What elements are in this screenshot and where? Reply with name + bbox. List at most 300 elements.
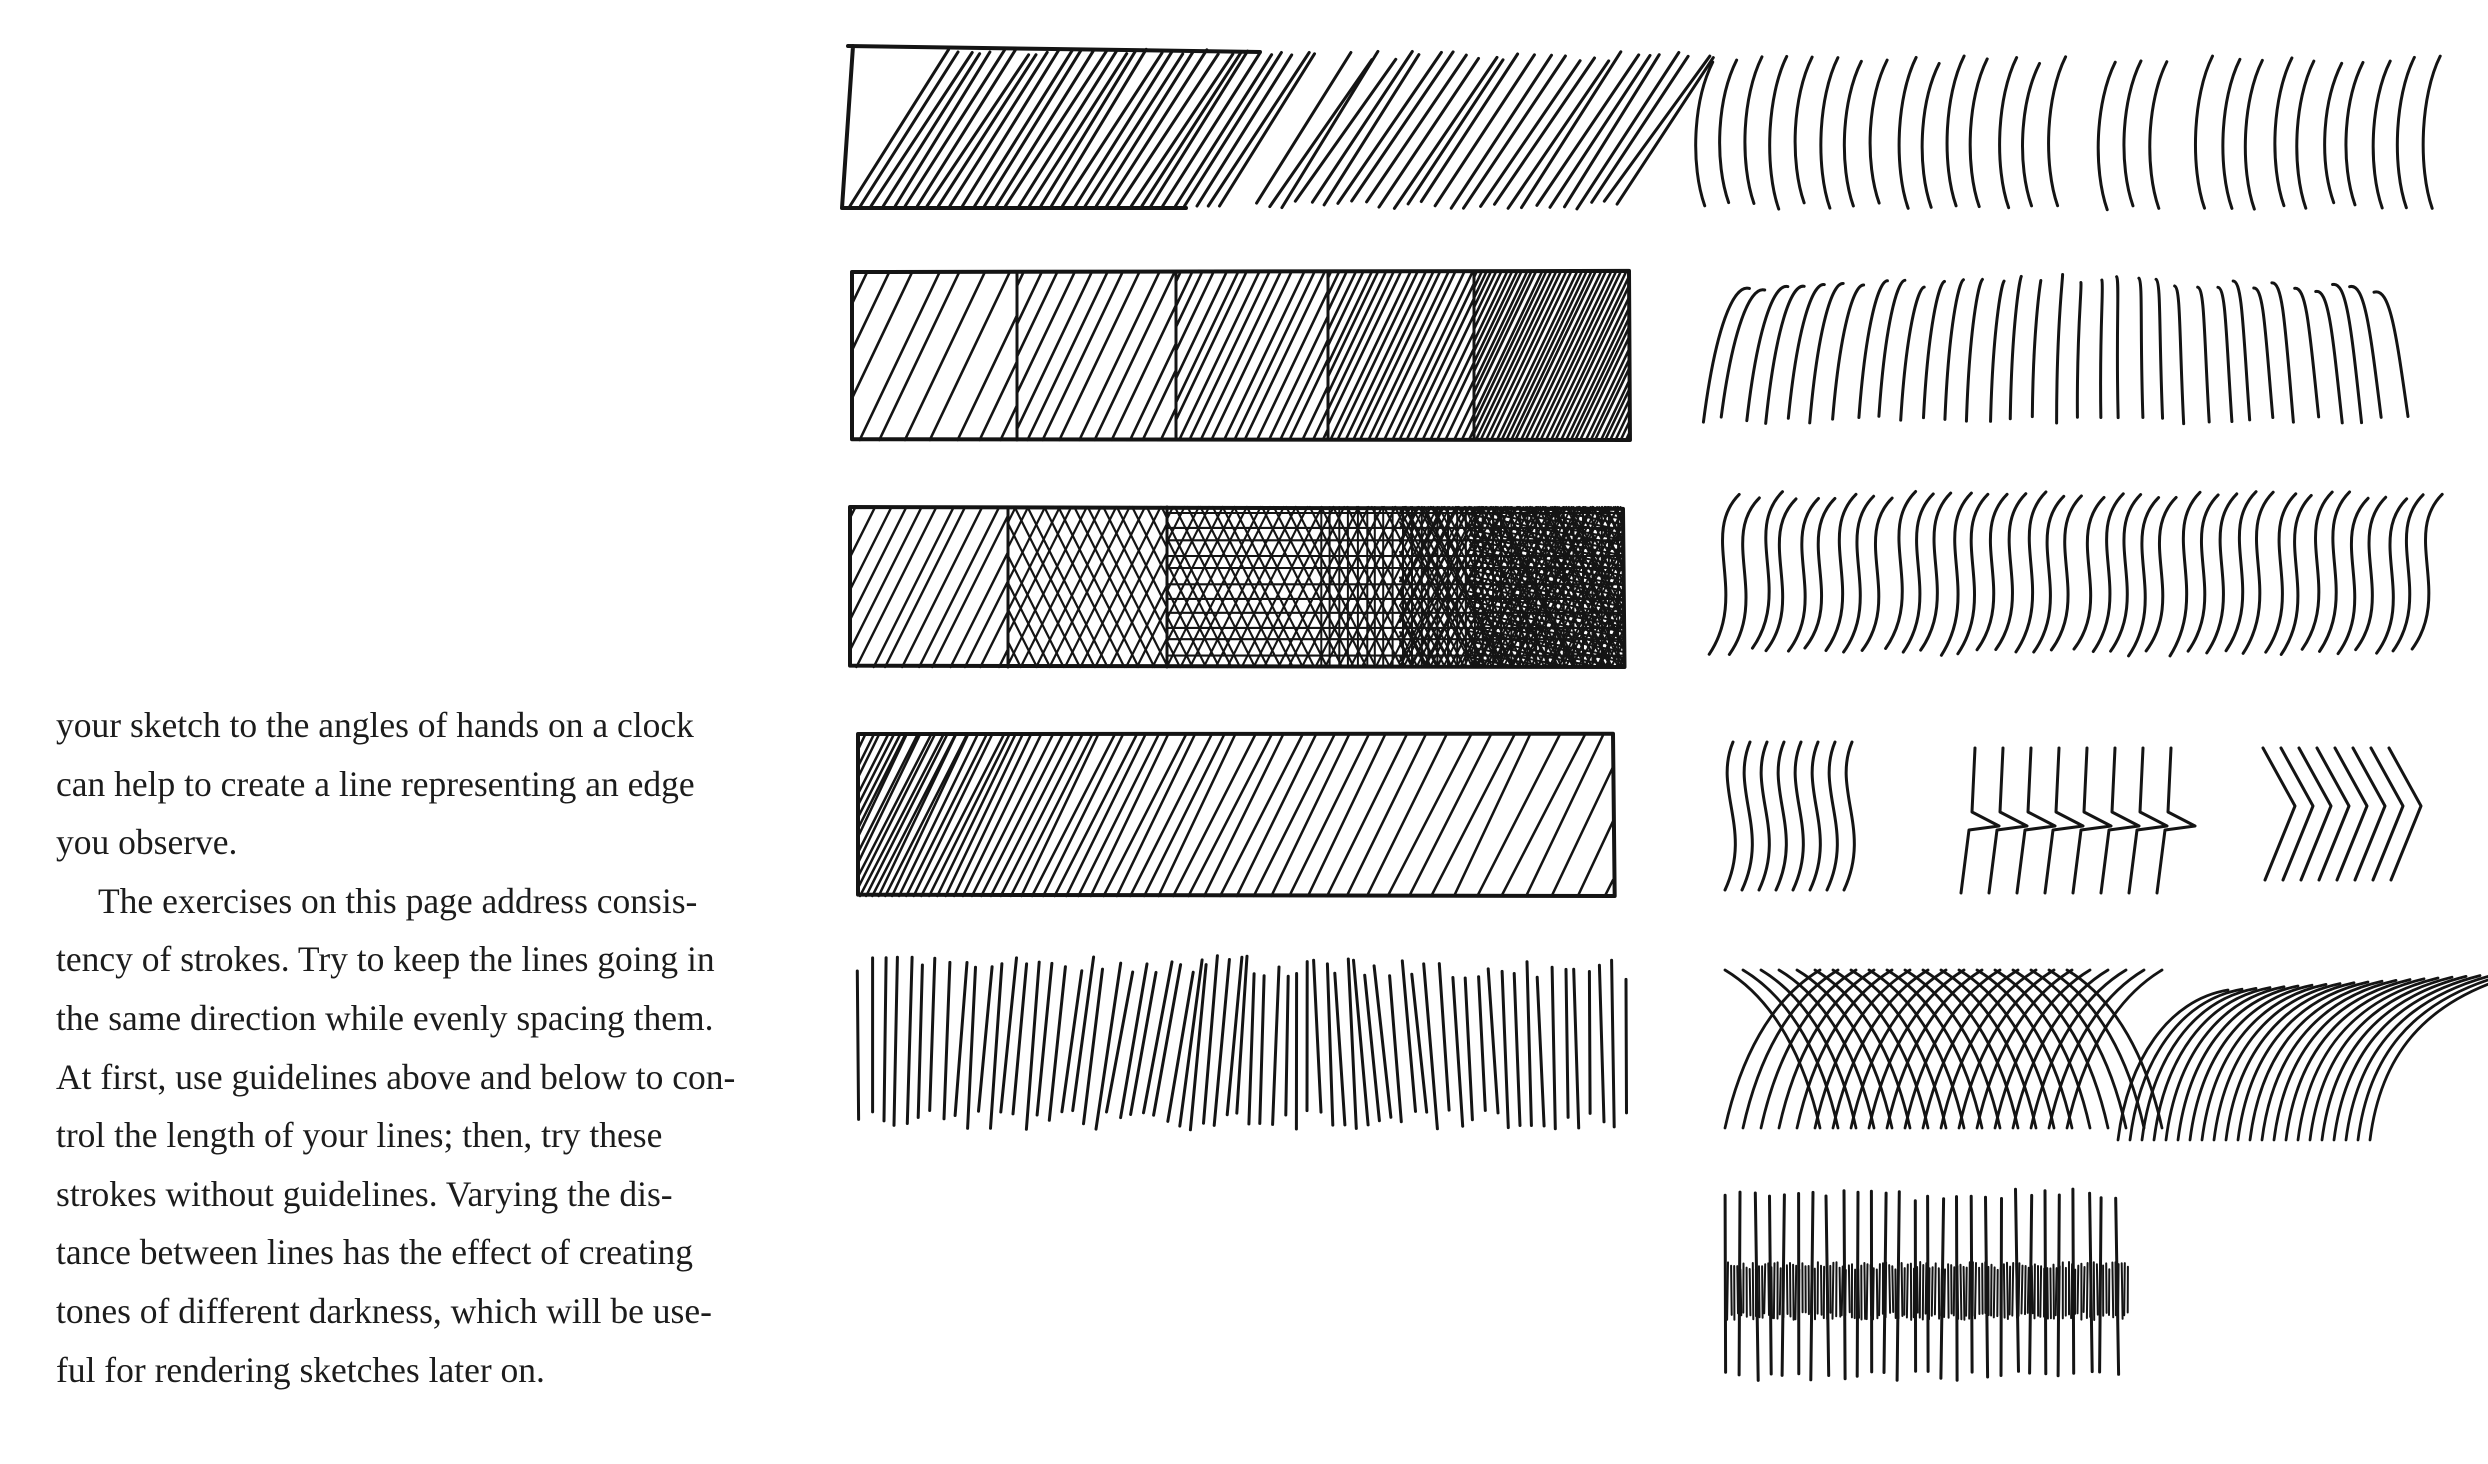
ink-stroke bbox=[2156, 279, 2163, 418]
ink-stroke bbox=[852, 272, 912, 398]
ink-stroke bbox=[1526, 734, 1603, 896]
arched-strokes bbox=[1703, 274, 2408, 423]
ink-stroke bbox=[2049, 57, 2066, 206]
ink-stroke bbox=[1844, 496, 1874, 652]
ink-stroke bbox=[2139, 278, 2143, 417]
ink-stroke bbox=[918, 965, 922, 1117]
ink-stroke bbox=[2032, 280, 2041, 416]
ink-stroke bbox=[1811, 1266, 1812, 1313]
ink-stroke bbox=[1991, 281, 2005, 421]
ink-stroke bbox=[1935, 1263, 1936, 1314]
ink-stroke bbox=[919, 507, 999, 667]
ink-stroke bbox=[1399, 283, 1474, 440]
ink-stroke bbox=[2084, 1267, 2085, 1312]
ink-stroke bbox=[2040, 1266, 2041, 1317]
crosshatch-boxes bbox=[850, 507, 1624, 667]
ink-stroke bbox=[1079, 272, 1159, 440]
ink-stroke bbox=[1161, 408, 1176, 440]
ink-stroke bbox=[1799, 1270, 1800, 1319]
ink-stroke bbox=[1260, 976, 1264, 1124]
ink-stroke bbox=[1727, 1262, 1728, 1319]
ink-stroke bbox=[2016, 1264, 2017, 1318]
ink-stroke bbox=[1720, 60, 1737, 203]
ink-stroke bbox=[1977, 494, 2007, 650]
ink-stroke bbox=[1605, 880, 1613, 896]
ink-stroke bbox=[1592, 56, 1688, 202]
ink-stroke bbox=[2297, 61, 2314, 208]
ink-stroke bbox=[2010, 276, 2021, 418]
ink-stroke bbox=[2077, 282, 2081, 417]
ink-stroke bbox=[1237, 734, 1316, 896]
ink-stroke bbox=[2320, 492, 2350, 651]
ink-stroke bbox=[2389, 748, 2421, 880]
ink-stroke bbox=[2423, 56, 2440, 208]
ink-stroke bbox=[2333, 284, 2362, 422]
ink-stroke bbox=[1759, 1266, 1760, 1317]
ink-stroke bbox=[2124, 1263, 2125, 1315]
ink-stroke bbox=[2377, 499, 2407, 653]
ink-stroke bbox=[1696, 62, 1713, 206]
ink-stroke bbox=[871, 53, 972, 207]
ink-stroke bbox=[1017, 272, 1075, 393]
ink-stroke bbox=[2266, 494, 2296, 652]
ink-stroke bbox=[2047, 1268, 2048, 1319]
ink-stroke bbox=[1527, 962, 1531, 1126]
ink-stroke bbox=[1254, 734, 1335, 896]
ink-stroke bbox=[2218, 287, 2232, 421]
ink-stroke bbox=[884, 958, 886, 1121]
ink-stroke bbox=[968, 967, 976, 1128]
ink-stroke bbox=[1966, 279, 1982, 421]
ink-stroke bbox=[2017, 748, 2055, 893]
ink-stroke bbox=[1929, 1268, 1930, 1319]
text-line: tency of strokes. Try to keep the lines going in bbox=[56, 939, 715, 980]
ink-stroke bbox=[1948, 1264, 1949, 1318]
ink-stroke bbox=[1388, 734, 1472, 896]
ink-stroke bbox=[2233, 281, 2250, 420]
ink-stroke bbox=[1062, 971, 1082, 1112]
ink-stroke bbox=[907, 957, 912, 1123]
ink-stroke bbox=[1928, 1196, 1929, 1371]
ink-stroke bbox=[1423, 332, 1474, 440]
ink-stroke bbox=[1821, 1266, 1822, 1315]
ink-stroke bbox=[1308, 734, 1385, 896]
ink-stroke bbox=[2245, 60, 2262, 209]
ink-stroke bbox=[1903, 494, 1933, 652]
ink-stroke bbox=[2223, 59, 2240, 208]
ink-stroke bbox=[1552, 767, 1613, 896]
ink-stroke bbox=[850, 507, 922, 650]
ink-stroke bbox=[1833, 1263, 1834, 1319]
freehand-diagonal-strokes bbox=[1257, 51, 1714, 209]
ink-stroke bbox=[1566, 969, 1568, 1117]
ink-stroke bbox=[2004, 1264, 2005, 1317]
ink-stroke bbox=[1994, 1267, 1995, 1317]
ink-stroke bbox=[2122, 1263, 2123, 1319]
ink-stroke bbox=[1957, 1266, 1958, 1319]
ink-stroke bbox=[1966, 1268, 1967, 1316]
ink-stroke bbox=[2146, 497, 2176, 650]
text-line: tones of different darkness, which will be use- bbox=[56, 1290, 712, 1331]
ink-stroke bbox=[879, 272, 959, 440]
ink-stroke bbox=[1862, 498, 1892, 650]
ink-stroke bbox=[1821, 58, 1838, 208]
ink-stroke bbox=[1078, 734, 1159, 896]
ink-stroke bbox=[1626, 979, 1627, 1113]
ink-stroke bbox=[1335, 973, 1345, 1125]
ink-stroke bbox=[2025, 1266, 2026, 1314]
ink-stroke bbox=[951, 552, 1008, 667]
ink-stroke bbox=[1514, 974, 1520, 1126]
ink-stroke bbox=[1059, 272, 1139, 440]
ink-stroke bbox=[2057, 274, 2063, 423]
ink-stroke bbox=[1347, 734, 1426, 896]
ink-stroke bbox=[852, 272, 867, 304]
ink-stroke bbox=[2022, 1266, 2023, 1314]
ink-stroke bbox=[1015, 507, 1095, 667]
text-line: ful for rendering sketches later on. bbox=[56, 1349, 545, 1390]
banded-vertical-strokes bbox=[1725, 1189, 2128, 1380]
s-curve-strokes bbox=[1709, 492, 2442, 656]
text-line: the same direction while evenly spacing them. bbox=[56, 997, 714, 1038]
ink-stroke bbox=[2412, 494, 2442, 649]
ink-stroke bbox=[1864, 1263, 1865, 1319]
ink-stroke bbox=[1112, 305, 1176, 440]
ink-stroke bbox=[1296, 507, 1376, 667]
ink-stroke bbox=[1844, 742, 1854, 890]
ink-stroke bbox=[2111, 495, 2141, 652]
ink-stroke bbox=[1774, 1263, 1775, 1318]
ink-stroke bbox=[1043, 734, 1123, 896]
ink-stroke bbox=[1750, 1269, 1751, 1315]
parallelogram-hatch bbox=[842, 46, 1315, 208]
ink-stroke bbox=[1479, 977, 1486, 1111]
ink-stroke bbox=[1725, 1195, 1726, 1372]
ink-stroke bbox=[1249, 974, 1254, 1124]
ink-stroke bbox=[905, 272, 985, 440]
ink-stroke bbox=[1886, 1263, 1887, 1318]
ink-stroke bbox=[1764, 1264, 1765, 1313]
ink-stroke bbox=[2157, 748, 2195, 893]
ink-stroke bbox=[1731, 1266, 1732, 1315]
ink-stroke bbox=[1066, 734, 1145, 896]
wave-stroke-groups bbox=[1725, 742, 2421, 893]
ink-stroke bbox=[930, 958, 935, 1110]
ink-stroke bbox=[1958, 494, 1988, 653]
ink-stroke bbox=[1805, 498, 1835, 648]
ink-stroke bbox=[1409, 734, 1491, 896]
ink-stroke bbox=[2170, 492, 2200, 656]
ink-stroke bbox=[1859, 281, 1888, 418]
ink-stroke bbox=[1787, 1265, 1788, 1314]
ink-stroke bbox=[2010, 1267, 2011, 1315]
ink-stroke bbox=[1867, 1264, 1868, 1319]
ink-stroke bbox=[852, 272, 889, 350]
ink-stroke bbox=[1132, 507, 1167, 577]
ink-stroke bbox=[1453, 978, 1463, 1127]
ink-stroke bbox=[1220, 734, 1303, 896]
ink-stroke bbox=[1844, 61, 1861, 206]
ink-stroke bbox=[1840, 1268, 1841, 1317]
ink-stroke bbox=[1709, 494, 1739, 654]
ink-stroke bbox=[2073, 1189, 2074, 1373]
ink-stroke bbox=[1766, 286, 1805, 423]
ink-stroke bbox=[2097, 1264, 2098, 1314]
ink-stroke bbox=[1768, 1263, 1769, 1315]
ink-stroke bbox=[1474, 272, 1521, 371]
ink-stroke bbox=[1954, 1267, 1955, 1315]
ink-stroke bbox=[1740, 1270, 1741, 1316]
ink-stroke bbox=[1926, 1263, 1927, 1313]
ink-stroke bbox=[1845, 1270, 1846, 1315]
ink-stroke bbox=[2254, 288, 2273, 418]
ink-stroke bbox=[1873, 1268, 1874, 1319]
ink-stroke bbox=[1574, 969, 1579, 1128]
ink-stroke bbox=[1612, 960, 1615, 1127]
ink-stroke bbox=[1289, 734, 1369, 896]
text-line: trol the length of your lines; then, try these bbox=[56, 1115, 663, 1156]
ink-stroke bbox=[1037, 963, 1052, 1115]
ink-stroke bbox=[1989, 748, 2027, 893]
ink-stroke bbox=[1742, 742, 1752, 890]
ink-stroke bbox=[1302, 386, 1328, 440]
ink-stroke bbox=[1795, 57, 1812, 203]
ink-stroke bbox=[2098, 62, 2115, 210]
ink-stroke bbox=[1827, 742, 1837, 890]
ink-stroke bbox=[1945, 280, 1964, 420]
ink-stroke bbox=[1508, 61, 1609, 208]
text-line: you observe. bbox=[56, 822, 238, 863]
ink-stroke bbox=[2295, 288, 2319, 417]
ink-stroke bbox=[980, 362, 1017, 441]
ink-stroke bbox=[1961, 748, 1999, 893]
ink-stroke bbox=[1367, 734, 1447, 896]
ink-stroke bbox=[1759, 742, 1769, 890]
ink-stroke bbox=[1737, 1266, 1738, 1313]
ink-stroke bbox=[1095, 272, 1175, 440]
ink-stroke bbox=[2175, 286, 2184, 424]
ink-stroke bbox=[1088, 507, 1167, 665]
ink-stroke bbox=[1599, 965, 1604, 1122]
ink-stroke bbox=[1360, 272, 1440, 440]
ink-stroke bbox=[1793, 1265, 1794, 1320]
ink-stroke bbox=[894, 957, 897, 1125]
ink-stroke bbox=[2000, 58, 2017, 208]
ink-stroke bbox=[979, 967, 993, 1111]
ink-stroke bbox=[1104, 734, 1187, 896]
ink-stroke bbox=[2316, 291, 2343, 422]
ink-stroke bbox=[1043, 272, 1123, 440]
ink-stroke bbox=[1842, 1267, 1843, 1316]
ink-stroke bbox=[2150, 62, 2167, 209]
ink-stroke bbox=[2078, 1266, 2079, 1314]
ink-stroke bbox=[1886, 492, 1916, 649]
ink-stroke bbox=[1273, 967, 1279, 1124]
ink-stroke bbox=[1725, 742, 1735, 890]
ink-stroke bbox=[2397, 57, 2414, 207]
ink-stroke bbox=[1181, 507, 1261, 667]
ink-stroke bbox=[2325, 63, 2342, 202]
ink-stroke bbox=[1793, 742, 1803, 890]
text-line: strokes without guidelines. Varying the dis- bbox=[56, 1173, 673, 1214]
ink-stroke bbox=[2051, 496, 2081, 650]
ink-stroke bbox=[1286, 507, 1366, 667]
ink-stroke bbox=[2281, 495, 2311, 654]
ink-stroke bbox=[2087, 1263, 2088, 1318]
ink-stroke bbox=[1257, 53, 1351, 204]
ink-stroke bbox=[1941, 1269, 1942, 1316]
ink-stroke bbox=[1703, 288, 1749, 422]
ink-stroke bbox=[2028, 1268, 2029, 1313]
ink-stroke bbox=[1788, 498, 1818, 651]
ink-stroke bbox=[2117, 277, 2119, 418]
ink-stroke bbox=[1338, 52, 1442, 203]
ink-stroke bbox=[1770, 56, 1787, 209]
ink-stroke bbox=[1790, 1263, 1791, 1317]
ink-stroke bbox=[2045, 748, 2083, 893]
ink-stroke bbox=[2129, 498, 2159, 656]
ink-stroke bbox=[1780, 1268, 1781, 1314]
ink-stroke bbox=[1537, 977, 1544, 1126]
ink-stroke bbox=[2050, 1268, 2051, 1318]
ink-stroke bbox=[2056, 1268, 2057, 1315]
ink-stroke bbox=[1889, 1265, 1890, 1313]
ink-stroke bbox=[1917, 1267, 1918, 1313]
gradient-hatch-box bbox=[858, 734, 1615, 896]
ink-stroke bbox=[2226, 492, 2256, 651]
ink-stroke bbox=[1941, 493, 1971, 655]
ink-stroke bbox=[1117, 507, 1167, 607]
ink-stroke bbox=[1795, 1266, 1796, 1320]
ink-stroke bbox=[1762, 1266, 1763, 1318]
ink-stroke bbox=[1970, 59, 1987, 207]
ink-stroke bbox=[1964, 1267, 1965, 1320]
ink-stroke bbox=[1902, 1263, 1903, 1316]
ink-stroke bbox=[1870, 60, 1887, 203]
ink-stroke bbox=[1969, 1262, 1970, 1318]
graded-hatch-boxes bbox=[852, 271, 1630, 440]
ink-stroke bbox=[1753, 1263, 1754, 1319]
ink-stroke bbox=[1055, 734, 1137, 896]
ink-stroke bbox=[850, 507, 906, 620]
ink-stroke bbox=[1810, 283, 1844, 422]
ink-stroke bbox=[1257, 291, 1328, 440]
text-line: your sketch to the angles of hands on a clock bbox=[56, 705, 694, 745]
ink-stroke bbox=[2101, 280, 2103, 417]
ink-stroke bbox=[1901, 287, 1925, 420]
ink-stroke bbox=[2338, 498, 2368, 653]
ink-stroke bbox=[929, 734, 1010, 896]
ink-stroke bbox=[1871, 1265, 1872, 1316]
ink-stroke bbox=[1776, 742, 1786, 890]
ink-stroke bbox=[1766, 499, 1796, 651]
ink-stroke bbox=[2032, 1266, 2033, 1313]
ink-stroke bbox=[1324, 55, 1419, 205]
ink-stroke bbox=[1550, 55, 1650, 207]
ink-stroke bbox=[2124, 61, 2141, 206]
ink-stroke bbox=[1286, 976, 1288, 1115]
ink-stroke bbox=[1932, 1267, 1933, 1316]
left-curved-strokes bbox=[1696, 56, 2441, 210]
ink-stroke bbox=[1058, 507, 1138, 667]
ink-stroke bbox=[1745, 57, 1762, 204]
ink-stroke bbox=[2188, 495, 2218, 651]
ink-stroke bbox=[2071, 1264, 2072, 1318]
ink-stroke bbox=[1028, 272, 1108, 440]
ink-stroke bbox=[2243, 492, 2273, 653]
vertical-strokes bbox=[857, 956, 1626, 1130]
ink-stroke bbox=[2346, 62, 2363, 204]
ink-stroke bbox=[2012, 1263, 2013, 1316]
ink-stroke bbox=[2016, 492, 2046, 652]
ink-stroke bbox=[1223, 507, 1303, 667]
ink-stroke bbox=[1907, 1265, 1908, 1318]
text-line: The exercises on this page address consis- bbox=[98, 880, 698, 921]
ink-stroke bbox=[2019, 1263, 2020, 1316]
ink-stroke bbox=[2393, 495, 2423, 651]
ink-stroke bbox=[1321, 507, 1401, 667]
ink-stroke bbox=[1044, 507, 1124, 667]
ink-stroke bbox=[2007, 1263, 2008, 1319]
ink-stroke bbox=[1390, 976, 1402, 1122]
ink-stroke bbox=[1001, 405, 1018, 440]
ink-stroke bbox=[1877, 1270, 1878, 1319]
ink-stroke bbox=[1247, 507, 1327, 667]
ink-stroke bbox=[1923, 281, 1944, 417]
ink-stroke bbox=[1073, 957, 1094, 1111]
ink-stroke bbox=[2093, 494, 2123, 652]
ink-stroke bbox=[1346, 272, 1426, 440]
ink-stroke bbox=[1465, 978, 1472, 1120]
ink-stroke bbox=[857, 971, 858, 1119]
ink-stroke bbox=[2034, 496, 2064, 652]
ink-stroke bbox=[1327, 964, 1332, 1125]
ink-stroke bbox=[2195, 56, 2212, 208]
ink-stroke bbox=[955, 963, 967, 1116]
ink-stroke bbox=[1176, 272, 1246, 420]
ink-stroke bbox=[1384, 272, 1464, 440]
text-line: can help to create a line representing an edge bbox=[56, 763, 695, 804]
ink-stroke bbox=[1996, 494, 2026, 650]
ink-stroke bbox=[1947, 56, 1964, 206]
ink-stroke bbox=[1565, 55, 1660, 207]
ink-stroke bbox=[1975, 1263, 1976, 1318]
ink-stroke bbox=[2118, 1264, 2119, 1320]
ink-stroke bbox=[2074, 497, 2104, 649]
ink-stroke bbox=[1211, 272, 1291, 440]
ink-stroke bbox=[1589, 972, 1590, 1114]
ink-stroke bbox=[1502, 734, 1586, 896]
ink-stroke bbox=[1899, 57, 1916, 208]
ink-stroke bbox=[2023, 63, 2040, 205]
text-line: tance between lines has the effect of creating bbox=[56, 1232, 694, 1273]
ink-stroke bbox=[1431, 734, 1515, 896]
text-line: At first, use guidelines above and below to con- bbox=[56, 1056, 736, 1097]
ink-stroke bbox=[2356, 497, 2386, 649]
ink-stroke bbox=[1729, 498, 1759, 655]
ink-stroke bbox=[1314, 960, 1321, 1112]
ink-stroke bbox=[1810, 742, 1820, 890]
ink-stroke bbox=[2129, 748, 2167, 893]
ink-stroke bbox=[2275, 58, 2292, 206]
crossed-arc-strokes bbox=[1725, 970, 2488, 1140]
ink-stroke bbox=[2073, 748, 2111, 893]
ink-stroke bbox=[2112, 1263, 2113, 1318]
ink-stroke bbox=[1849, 1265, 1850, 1312]
ink-stroke bbox=[1604, 56, 1710, 201]
ink-stroke bbox=[1921, 493, 1951, 650]
ink-stroke bbox=[1328, 272, 1378, 377]
